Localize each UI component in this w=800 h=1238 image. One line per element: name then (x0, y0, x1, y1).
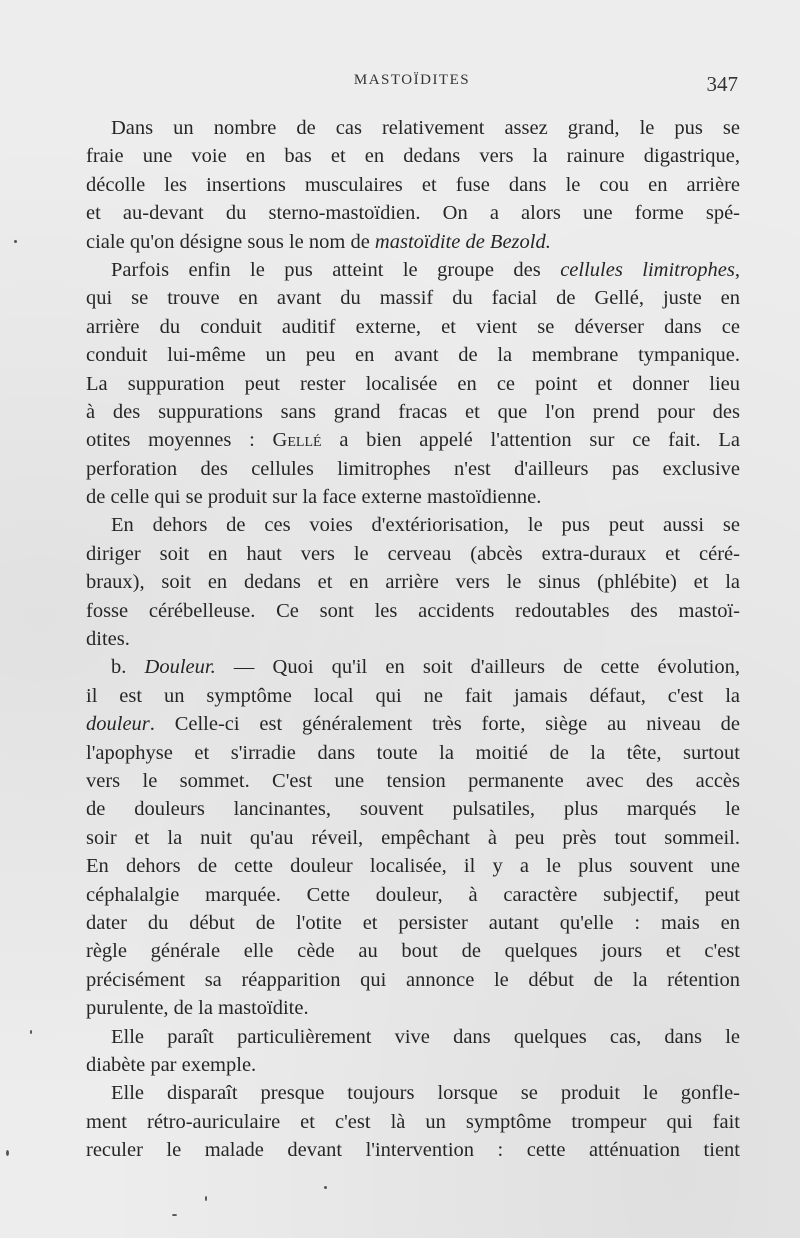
print-speck (6, 1150, 9, 1156)
text-line: qui se trouve en avant du massif du facial de Gellé, juste en (86, 287, 740, 310)
text-line: En dehors de ces voies d'extériorisation, le pus peut aussi se (111, 514, 740, 537)
text-line: fosse cérébelleuse. Ce sont les accidents redoutables des mastoï- (86, 599, 740, 622)
text-line: braux), soit en dedans et en arrière vers le sinus (phlébite) et la (86, 571, 740, 594)
text-line: vers le sommet. C'est une tension permanente avec des accès (86, 769, 740, 792)
text-line: de douleurs lancinantes, souvent pulsatiles, plus marqués le (86, 798, 740, 821)
text-line: ciale qu'on désigne sous le nom de mastoïdite de Bezold. (86, 230, 551, 253)
text-line: La suppuration peut rester localisée en ce point et donner lieu (86, 372, 740, 395)
paragraph (86, 1079, 740, 1164)
print-speck (324, 1186, 327, 1189)
text-line: diabète par exemple. (86, 1053, 257, 1076)
text-line: dater du début de l'otite et persister autant qu'elle : mais en (86, 911, 740, 934)
text-line: Elle disparaît presque toujours lorsque se produit le gonfle- (111, 1082, 740, 1105)
text-line: règle générale elle cède au bout de quelques jours et c'est (86, 940, 740, 963)
paragraph (86, 653, 740, 1022)
text-line: précisément sa réapparition qui annonce le début de la rétention (86, 968, 740, 991)
print-speck (172, 1214, 177, 1216)
paragraph (86, 114, 740, 256)
italic-text: douleur (86, 713, 150, 736)
italic-text: cellules limitrophes (560, 258, 735, 281)
text-line: diriger soit en haut vers le cerveau (abcès extra-duraux et céré- (86, 542, 740, 565)
text-line: Elle paraît particulièrement vive dans quelques cas, dans le (111, 1025, 740, 1048)
page-number: 347 (706, 72, 738, 96)
text-line: douleur. Celle-ci est généralement très forte, siège au niveau de (86, 713, 740, 736)
running-title: MASTOÏDITES (353, 72, 471, 88)
text-line: céphalalgie marquée. Cette douleur, à caractère subjectif, peut (86, 883, 740, 906)
paragraph (86, 511, 740, 653)
text-line: dites. (86, 628, 130, 651)
text-line: perforation des cellules limitrophes n'est d'ailleurs pas exclusive (86, 457, 740, 480)
text-line: ment rétro-auriculaire et c'est là un symptôme trompeur qui fait (86, 1110, 740, 1133)
print-speck (14, 240, 17, 243)
text-line: soir et la nuit qu'au réveil, empêchant à peu près tout sommeil. (86, 826, 740, 849)
text-line: otites moyennes : Gellé a bien appelé l'attention sur ce fait. La (86, 429, 740, 452)
text-line: l'apophyse et s'irradie dans toute la moitié de la tête, surtout (86, 741, 740, 764)
text-line: b. Douleur. — Quoi qu'il en soit d'ailleurs de cette évolution, (111, 656, 741, 679)
text-line: fraie une voie en bas et en dedans vers la rainure digastrique, (86, 145, 740, 168)
paragraph (86, 256, 740, 512)
text-line: purulente, de la mastoïdite. (86, 997, 309, 1020)
text-line: il est un symptôme local qui ne fait jamais défaut, c'est la (86, 684, 740, 707)
text-line: décolle les insertions musculaires et fuse dans le cou en arrière (86, 173, 740, 196)
paragraph (86, 1023, 740, 1080)
text-line: Parfois enfin le pus atteint le groupe des cellules limitrophes, (111, 258, 741, 281)
print-speck (205, 1196, 207, 1201)
text-line: conduit lui-même un peu en avant de la membrane tympanique. (86, 344, 740, 367)
print-speck (30, 1030, 32, 1034)
text-line: et au-devant du sterno-mastoïdien. On a alors une forme spé- (86, 202, 740, 225)
running-header (86, 72, 738, 100)
text-line: arrière du conduit auditif externe, et vient se déverser dans ce (86, 315, 740, 338)
body-text (86, 114, 740, 1164)
italic-text: mastoïdite de Bezold. (374, 230, 551, 253)
text-line: de celle qui se produit sur la face externe mastoïdienne. (86, 486, 542, 509)
text-line: En dehors de cette douleur localisée, il y a le plus souvent une (86, 855, 740, 878)
text-line: Dans un nombre de cas relativement assez grand, le pus se (111, 117, 740, 139)
text-line: reculer le malade devant l'intervention : cette atténuation tient (86, 1139, 740, 1162)
author-name: Gellé (272, 429, 322, 452)
text-line: à des suppurations sans grand fracas et que l'on prend pour des (86, 400, 740, 423)
italic-text: Douleur. (144, 656, 216, 679)
